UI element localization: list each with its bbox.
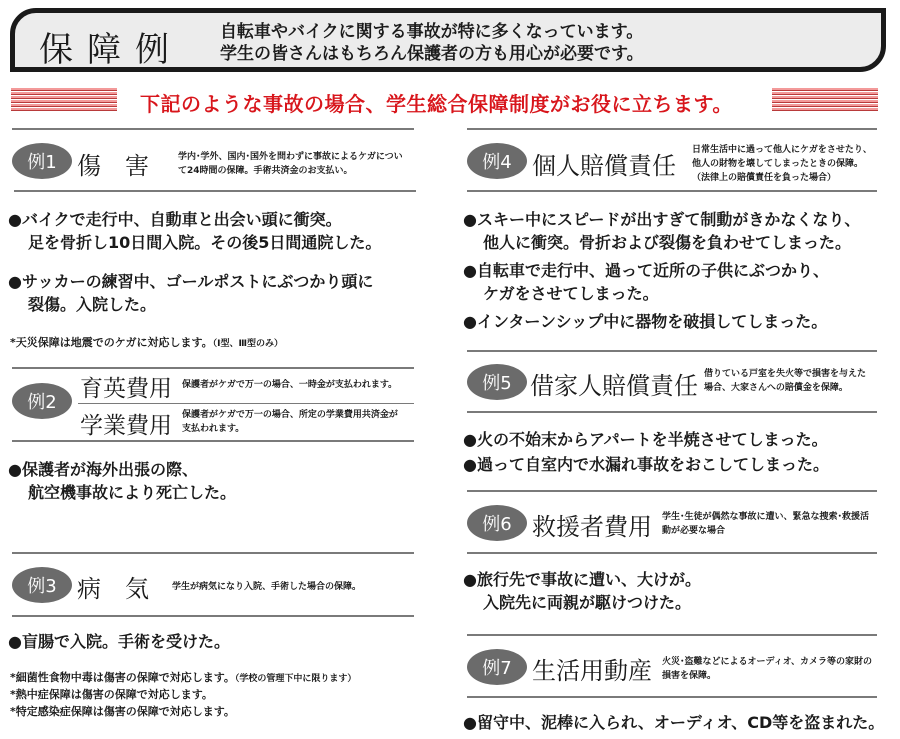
divider xyxy=(467,190,877,192)
note-text: *特定感染症保障は傷害の保障で対応します。 xyxy=(10,705,235,718)
case-item xyxy=(8,458,236,504)
description-line: （法律上の賠償責任を負った場合） xyxy=(692,173,837,183)
example-badge: 例4 xyxy=(467,143,527,179)
note xyxy=(10,704,235,720)
description-line: 日常生活中に過って他人にケガをさせたり、 xyxy=(692,145,872,155)
note-subtext: （学校の管理下中に限ります） xyxy=(234,674,357,684)
banner-stripe-left xyxy=(11,88,117,112)
case-line: ●旅行先で事故に遭い、大けが。 xyxy=(463,570,701,589)
case-line: ●盲腸で入院。手術を受けた。 xyxy=(8,632,230,651)
description-line: 保護者がケガで万一の場合、所定の学業費用共済金が xyxy=(182,410,398,420)
note-text: *熱中症保障は傷害の保障で対応します。 xyxy=(10,688,213,701)
header-intro xyxy=(220,21,644,65)
example-badge: 例6 xyxy=(467,505,527,541)
description-line: 借りている戸室を失火等で損害を与えた xyxy=(704,369,867,379)
section-title: 傷 害 xyxy=(77,152,149,180)
example-badge: 例7 xyxy=(467,649,527,685)
case-line: ●スキー中にスピードが出すぎて制動がきかなくなり、 xyxy=(463,210,861,229)
note-subtext: （Ⅰ型、Ⅲ型のみ） xyxy=(212,339,284,349)
divider xyxy=(12,440,414,442)
case-line: 他人に衝突。骨折および裂傷を負わせてしまった。 xyxy=(483,233,852,252)
divider xyxy=(467,490,877,492)
divider xyxy=(12,128,414,130)
example-badge: 例2 xyxy=(12,383,72,419)
case-line: 足を骨折し10日間入院。その後5日間通院した。 xyxy=(28,233,382,252)
description-line: 他人の財物を壊してしまったときの保障。 xyxy=(692,159,864,169)
divider xyxy=(12,367,414,369)
description-line: 学生が病気になり入院、手術した場合の保障。 xyxy=(172,582,362,592)
section-title: 個人賠償責任 xyxy=(532,152,676,180)
case-line: 入院先に両親が駆けつけた。 xyxy=(483,593,692,612)
section-title: 病 気 xyxy=(77,575,149,603)
section-description xyxy=(662,510,869,538)
section-description xyxy=(692,143,872,185)
description-line: 保護者がケガで万一の場合、一時金が支払われます。 xyxy=(182,380,398,390)
case-item xyxy=(463,453,829,476)
case-line: ●インターンシップ中に器物を破損してしまった。 xyxy=(463,312,828,331)
section-description xyxy=(178,150,403,178)
divider xyxy=(467,552,877,554)
section-description xyxy=(704,367,866,395)
header-box xyxy=(10,8,886,72)
case-line: 裂傷。入院した。 xyxy=(28,295,157,314)
description-line: 動が必要な場合 xyxy=(662,526,726,536)
divider xyxy=(78,403,414,404)
section-title: 救援者費用 xyxy=(532,513,652,541)
divider xyxy=(467,350,877,352)
section-description xyxy=(182,408,398,436)
case-line: ●サッカーの練習中、ゴールポストにぶつかり頭に xyxy=(8,272,374,291)
case-line: ●過って自室内で水漏れ事故をおこしてしまった。 xyxy=(463,455,829,474)
case-line: ●自転車で走行中、過って近所の子供にぶつかり、 xyxy=(463,261,829,280)
header-intro-line: 自転車やバイクに関する事故が特に多くなっています。 xyxy=(220,22,644,42)
section-title: 育英費用 xyxy=(80,376,172,402)
note xyxy=(10,335,283,352)
case-item xyxy=(463,428,828,451)
note-text: *天災保障は地震でのケガに対応します。 xyxy=(10,336,213,349)
case-item xyxy=(463,259,829,305)
divider xyxy=(467,696,877,698)
example-badge: 例5 xyxy=(467,364,527,400)
description-line: 学内･学外、国内･国外を問わずに事故によるケガについ xyxy=(178,152,403,162)
case-item xyxy=(463,310,827,333)
divider xyxy=(467,634,877,636)
divider xyxy=(12,552,414,554)
case-line: ●保護者が海外出張の際、 xyxy=(8,460,198,479)
divider xyxy=(467,411,877,413)
section-description xyxy=(662,655,872,683)
case-line: ●バイクで走行中、自動車と出会い頭に衝突。 xyxy=(8,210,342,229)
case-item xyxy=(8,270,373,316)
page-title: 保障例 xyxy=(39,30,183,70)
banner-stripe-right xyxy=(772,88,878,112)
case-line: ●留守中、泥棒に入られ、オーディオ、CD等を盗まれた。 xyxy=(463,713,885,732)
case-item xyxy=(8,630,230,653)
description-line: 学生･生徒が偶然な事故に遭い、緊急な捜索･救援活 xyxy=(662,512,870,522)
banner-text: 下記のような事故の場合、学生総合保障制度がお役に立ちます。 xyxy=(140,92,733,116)
case-item xyxy=(463,711,884,734)
note xyxy=(10,687,213,703)
description-line: 場合、大家さんへの賠償金を保障。 xyxy=(704,383,848,393)
section-title: 学業費用 xyxy=(80,413,172,439)
description-line: て24時間の保障。手術共済金のお支払い。 xyxy=(178,166,353,176)
section-title: 借家人賠償責任 xyxy=(530,372,698,400)
section-title: 生活用動産 xyxy=(532,657,652,685)
example-badge: 例1 xyxy=(12,143,72,179)
divider xyxy=(14,190,416,192)
note-text: *細菌性食物中毒は傷害の保障で対応します。 xyxy=(10,671,235,684)
section-description xyxy=(182,378,397,392)
case-item xyxy=(8,208,381,254)
description-line: 損害を保障。 xyxy=(662,671,717,681)
description-line: 支払われます。 xyxy=(182,424,245,434)
case-line: ●火の不始末からアパートを半焼させてしまった。 xyxy=(463,430,828,449)
case-line: 航空機事故により死亡した。 xyxy=(28,483,237,502)
divider xyxy=(467,128,877,130)
section-description xyxy=(172,580,361,594)
example-badge: 例3 xyxy=(12,567,72,603)
description-line: 火災･盗難などによるオーディオ、カメラ等の家財の xyxy=(662,657,872,667)
note xyxy=(10,670,356,687)
case-line: ケガをさせてしまった。 xyxy=(483,284,659,303)
header-intro-line: 学生の皆さんはもちろん保護者の方も用心が必要です。 xyxy=(220,44,644,64)
case-item xyxy=(463,208,860,254)
divider xyxy=(12,615,414,617)
case-item xyxy=(463,568,701,614)
